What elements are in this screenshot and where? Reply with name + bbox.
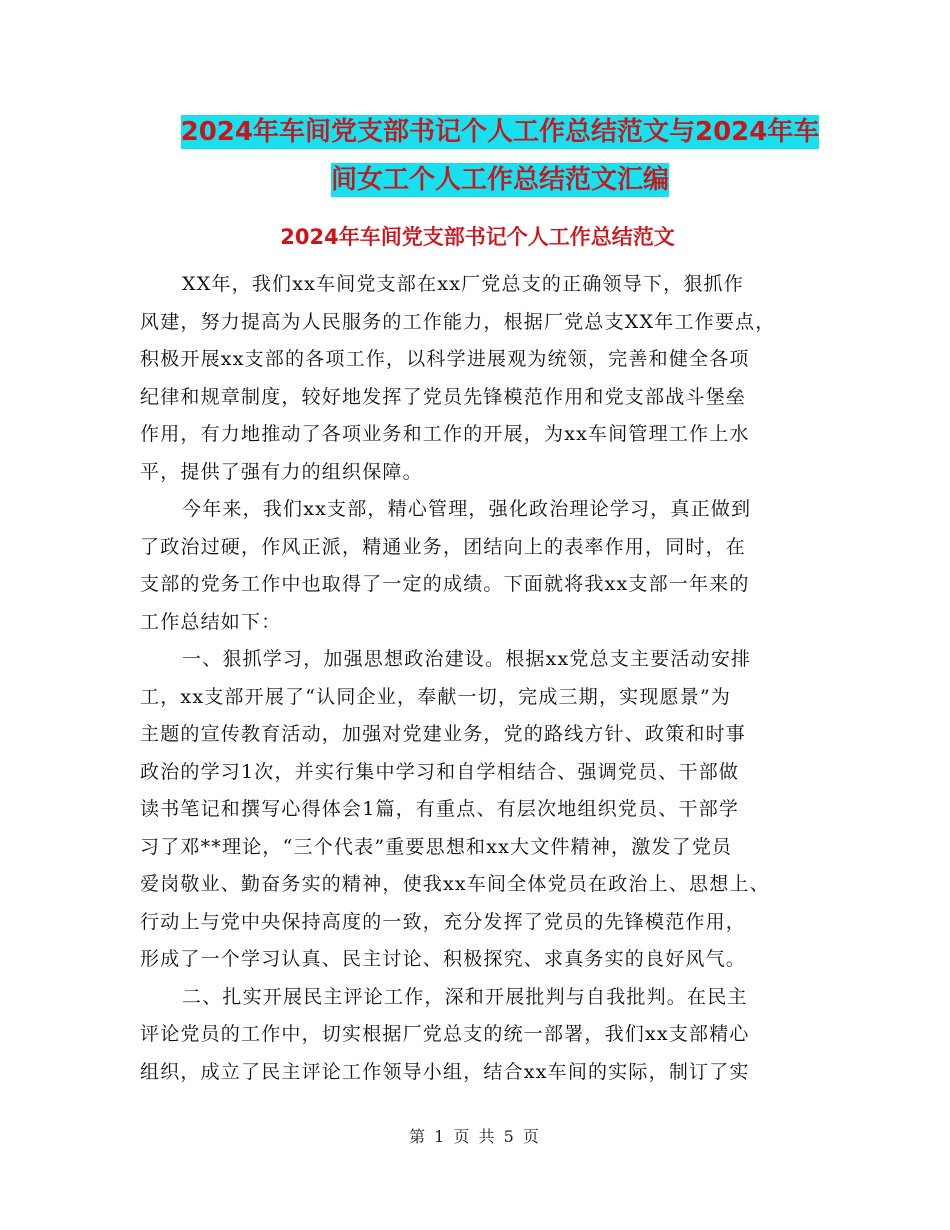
paragraph-line: 风建，努力提高为人民服务的工作能力，根据厂党总支XX年工作要点， [140, 310, 776, 333]
paragraph-line: 政治的学习1次，并实行集中学习和自学相结合、强调党员、干部做 [140, 760, 740, 783]
page-number-footer: 第 1 页 共 5 页 [409, 1127, 541, 1146]
paragraph-line: 工作总结如下： [140, 610, 282, 633]
paragraph-line: 评论党员的工作中，切实根据厂党总支的统一部署，我们xx支部精心 [140, 1023, 750, 1045]
paragraph-line: 工，xx支部开展了“认同企业，奉献一切，完成三期，实现愿景”为 [140, 685, 732, 708]
paragraph-line: 形成了一个学习认真、民主讨论、积极探究、求真务实的良好风气。 [140, 948, 747, 970]
paragraph-line: 今年来，我们xx支部，精心管理，强化政治理论学习，真正做到 [182, 498, 752, 520]
document-title-line-1: 2024年车间党支部书记个人工作总结范文与2024年车 [180, 117, 820, 147]
paragraph-line: 作用，有力地推动了各项业务和工作的开展，为xx车间管理工作上水 [140, 423, 750, 445]
paragraph-line: 一、狠抓学习，加强思想政治建设。根据xx党总支主要活动安排 [182, 648, 752, 670]
paragraph-line: 行动上与党中央保持高度的一致，充分发挥了党员的先锋模范作用， [140, 910, 747, 933]
paragraph-line: 组织，成立了民主评论工作领导小组，结合xx车间的实际，制订了实 [140, 1060, 750, 1083]
paragraph-line: 读书笔记和撰写心得体会1篇，有重点、有层次地组织党员、干部学 [140, 798, 740, 820]
paragraph-line: 平，提供了强有力的组织保障。 [140, 460, 423, 483]
paragraph-line: 纪律和规章制度，较好地发挥了党员先锋模范作用和党支部战斗堡垒 [140, 385, 747, 408]
document-title-line-2: 间女工个人工作总结范文汇编 [330, 165, 669, 195]
section-title: 2024年车间党支部书记个人工作总结范文 [280, 225, 675, 249]
paragraph-line: 主题的宣传教育活动，加强对党建业务，党的路线方针、政策和时事 [140, 723, 747, 745]
paragraph-line: 习了邓**理论，“三个代表”重要思想和xx大文件精神，激发了党员 [140, 835, 733, 858]
paragraph-line: 积极开展xx支部的各项工作，以科学进展观为统领，完善和健全各项 [140, 348, 750, 370]
paragraph-line: 爱岗敬业、勤奋务实的精神，使我xx车间全体党员在政治上、思想上、 [140, 873, 770, 895]
paragraph-line: 二、扎实开展民主评论工作，深和开展批判与自我批判。在民主 [182, 985, 748, 1008]
paragraph-line: XX年，我们xx车间党支部在xx厂党总支的正确领导下，狠抓作 [182, 273, 744, 295]
document-title [120, 108, 880, 204]
paragraph-line: 支部的党务工作中也取得了一定的成绩。下面就将我xx支部一年来的 [140, 573, 750, 595]
paragraph-line: 了政治过硬，作风正派，精通业务，团结向上的表率作用，同时，在 [140, 535, 747, 558]
body-text [140, 266, 816, 1091]
